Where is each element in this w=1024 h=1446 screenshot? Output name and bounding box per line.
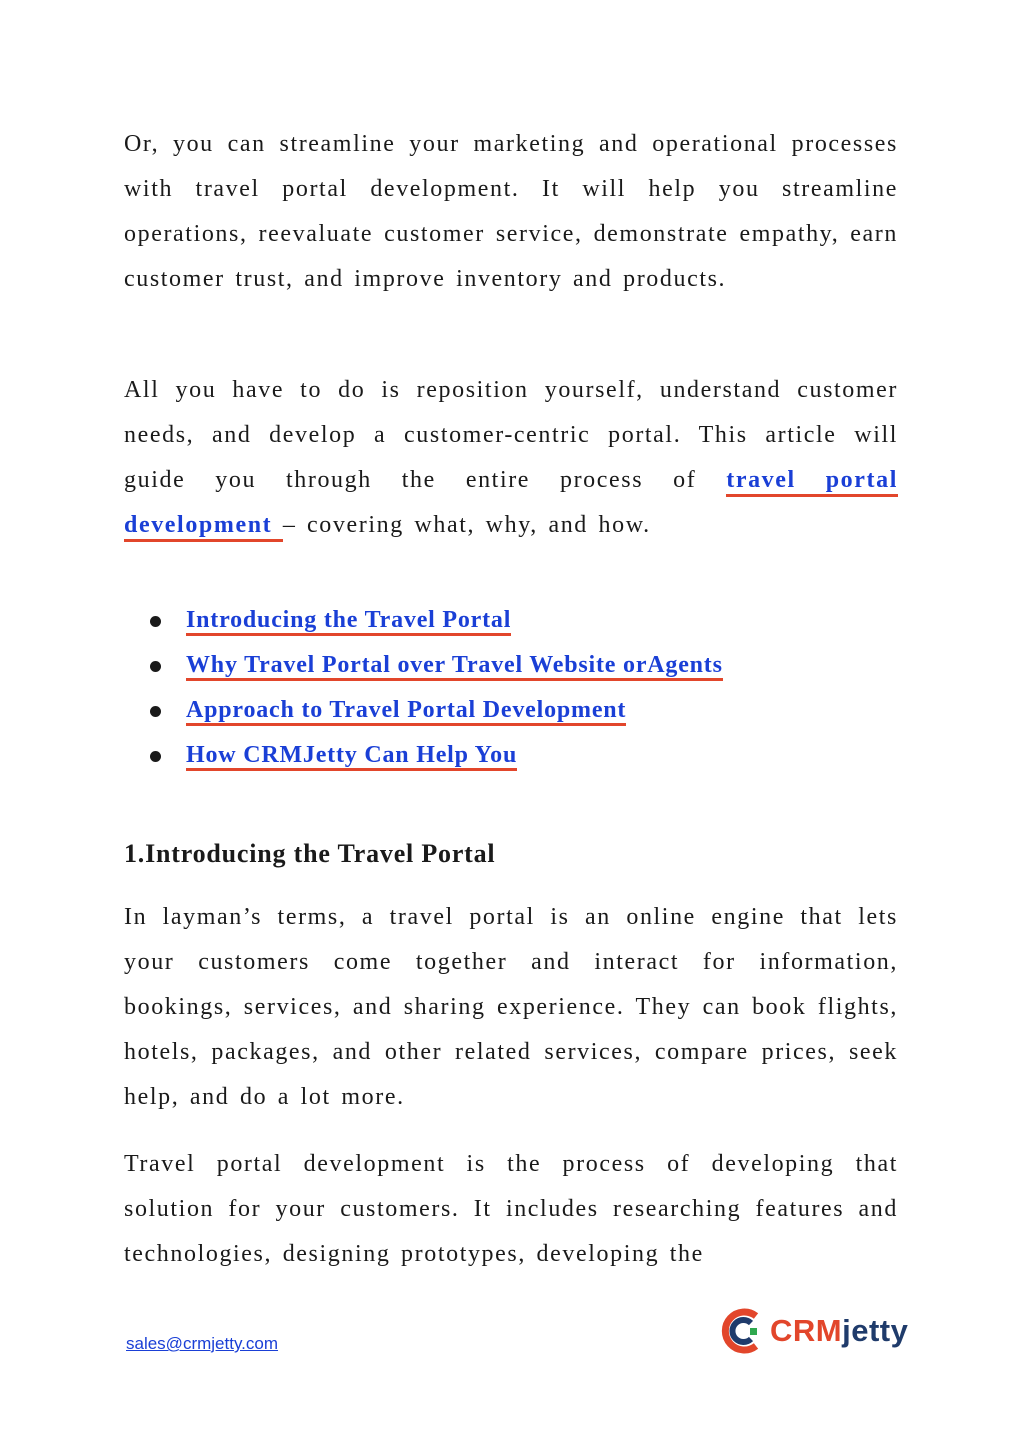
section-heading: 1.Introducing the Travel Portal xyxy=(124,839,496,868)
logo-jetty-text: jetty xyxy=(842,1313,909,1348)
logo-crm-text: CRM xyxy=(770,1313,843,1348)
crmjetty-logo xyxy=(720,1306,908,1356)
travel-portal-development-link[interactable]: travel portal development xyxy=(124,467,898,542)
crmjetty-logo-icon xyxy=(720,1308,766,1354)
definition-paragraph: In layman’s terms, a travel portal is an online engine that lets your customers come together and interact for information, bookings, services, and sharing experience. They can book flights, hotels, packages, and other related services, compare prices, seek help, and do a lot more. xyxy=(124,904,898,1110)
toc-link-approach[interactable]: Approach to Travel Portal Development xyxy=(186,697,626,726)
table-of-contents xyxy=(150,598,723,778)
toc-item-introducing xyxy=(150,598,723,643)
intro-paragraph: Or, you can streamline your marketing and operational processes with travel portal development. It will help you streamline operations, reevaluate customer service, demonstrate empathy, earn customer trust, and improve inventory and products. xyxy=(124,131,898,292)
guide-paragraph-tail: – covering what, why, and how. xyxy=(282,512,651,538)
guide-paragraph xyxy=(124,368,898,548)
development-paragraph: Travel portal development is the process of developing that solution for your customers. It includes researching features and technologies, designing prototypes, developing the xyxy=(124,1151,898,1267)
bullet-icon xyxy=(150,616,161,627)
bullet-icon xyxy=(150,706,161,717)
bullet-icon xyxy=(150,751,161,762)
toc-link-why[interactable]: Why Travel Portal over Travel Website orAgents xyxy=(186,652,723,681)
footer-email-link[interactable]: sales@crmjetty.com xyxy=(126,1334,279,1353)
crmjetty-logo-wordmark xyxy=(770,1313,908,1349)
bullet-icon xyxy=(150,661,161,672)
toc-item-help xyxy=(150,733,723,778)
toc-link-help[interactable]: How CRMJetty Can Help You xyxy=(186,742,517,771)
toc-item-why xyxy=(150,643,723,688)
guide-paragraph-text: All you have to do is reposition yourself, understand customer needs, and develop a customer-centric portal. This article will guide you through the entire process of xyxy=(124,377,898,493)
toc-link-introducing[interactable]: Introducing the Travel Portal xyxy=(186,607,511,636)
toc-item-approach xyxy=(150,688,723,733)
